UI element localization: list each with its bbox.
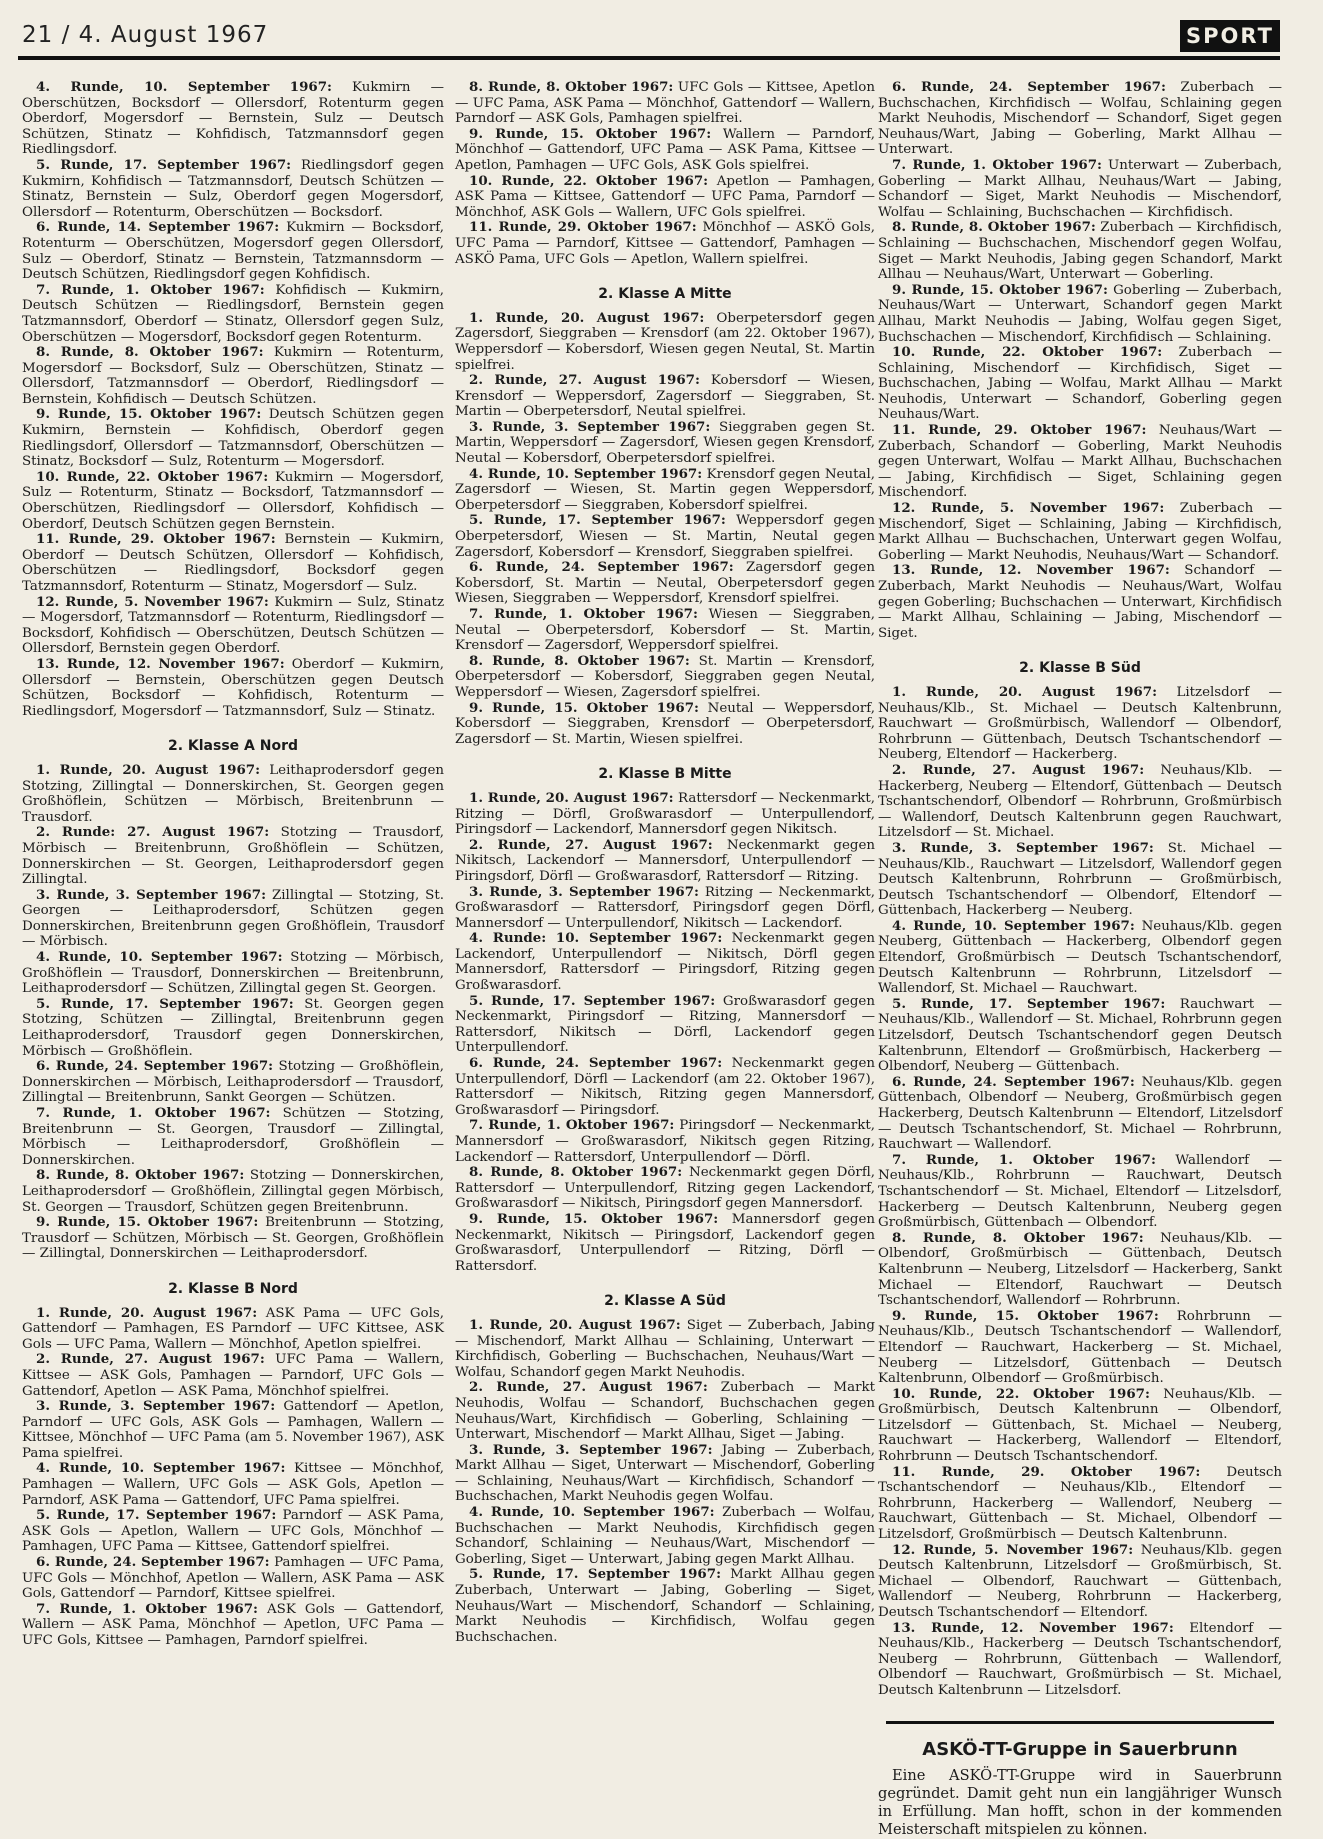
round-fixtures: Eltendorf — Neuhaus/Klb., Hackerberg — Deutsch Tschantschendorf, Neuberg — Rohrbrunn, Güttenbach — Wallendorf, Olbendorf — Rauchwart, Großmürbisch — St. Michael, Deutsch Kaltenbrunn — Litzelsdorf. xyxy=(878,1620,1282,1698)
round-label: 9. Runde, 15. Oktober 1967: xyxy=(892,1307,1159,1324)
round-label: 3. Runde, 3. September 1967: xyxy=(469,418,711,435)
round-entry xyxy=(22,657,444,719)
round-entry xyxy=(22,1106,444,1168)
round-entry xyxy=(455,1212,875,1274)
round-label: 6. Runde, 24. September 1967: xyxy=(36,1058,274,1075)
round-label: 10. Runde, 22. Oktober 1967: xyxy=(892,1385,1150,1402)
round-fixtures: Goberling — Zuberbach, Neuhaus/Wart — Unterwart, Schandorf gegen Markt Allhau, Markt Neuhodis — Jabing, Wolfau gegen Siget, Buchschachen — Mischendorf, Kirchfidisch — Schlaining. xyxy=(878,282,1282,345)
round-label: 13. Runde, 12. November 1967: xyxy=(36,655,285,672)
round-label: 1. Runde, 20. August 1967: xyxy=(469,1316,681,1333)
round-fixtures: Stotzing — Trausdorf, Mörbisch — Breitenbrunn, Großhöflein — Schützen, Donnerskirchen — St. Georgen, Leithaprodersdorf gegen Zillingtal. xyxy=(22,825,444,888)
round-list-a-sued xyxy=(455,1318,875,1645)
round-entry xyxy=(455,885,875,932)
round-fixtures: Oberpetersdorf gegen Zagersdorf, Sieggraben — Krensdorf (am 22. Oktober 1967), Weppersdorf — Kobersdorf, Wiesen gegen Neutal, St. Martin spielfrei. xyxy=(455,310,875,373)
round-fixtures: Stotzing — Donnerskirchen, Leithaprodersdorf — Großhöflein, Zillingtal gegen Mörbisch, St. Georgen — Trausdorf, Schützen gegen Breitenbrunn. xyxy=(22,1168,444,1215)
round-label: 3. Runde, 3. September 1967: xyxy=(469,1441,713,1458)
round-entry xyxy=(455,420,875,467)
round-label: 8. Runde, 8. Oktober 1967: xyxy=(892,1229,1144,1246)
round-label: 7. Runde, 1. Oktober 1967: xyxy=(36,1105,271,1121)
round-entry xyxy=(455,1056,875,1118)
round-label: 8. Runde, 8. Oktober 1967: xyxy=(469,1164,683,1181)
round-entry xyxy=(22,532,444,594)
round-fixtures: Zagersdorf gegen Kobersdorf, St. Martin — Neutal, Oberpetersdorf gegen Wiesen, Sieggraben — Weppersdorf, Krensdorf spielfrei. xyxy=(455,560,875,607)
round-label: 7. Runde, 1. Oktober 1967: xyxy=(36,1600,258,1617)
round-fixtures: Bernstein — Kukmirn, Oberdorf — Deutsch Schützen, Ollersdorf — Kohfidisch, Oberschützen — Riedlingsdorf, Bocksdorf gegen Tatzmannsdorf, Rotenturm — Stinatz, Mogersdorf — Sulz. xyxy=(22,532,444,594)
column-3 xyxy=(878,79,1283,1839)
round-fixtures: Sieggraben gegen St. Martin, Weppersdorf — Zagersdorf, Wiesen gegen Krensdorf, Neutal — Kobersdorf, Oberpetersdorf spielfrei. xyxy=(455,419,875,467)
round-fixtures: Neckenmarkt gegen Nikitsch, Lackendorf — Mannersdorf, Unterpullendorf — Piringsdorf, Dörfl — Großwarasdorf, Rattersdorf — Ritzing. xyxy=(455,837,875,884)
round-entry xyxy=(878,1465,1282,1543)
round-entry xyxy=(22,1602,444,1649)
round-label: 9. Runde, 15. Oktober 1967: xyxy=(36,406,262,423)
round-fixtures: UFC Pama — Wallern, Kittsee — ASK Gols, Pamhagen — Parndorf, UFC Gols — Gattendorf, Apetlon — ASK Pama, Mönchhof spielfrei. xyxy=(22,1352,444,1399)
round-fixtures: Wiesen — Sieggraben, Neutal — Oberpetersdorf, Kobersdorf — St. Martin, Krensdorf — Zagersdorf, Weppersdorf spielfrei. xyxy=(455,607,875,654)
round-label: 1. Runde, 20. August 1967: xyxy=(36,1304,258,1321)
round-entry xyxy=(455,560,875,607)
round-entry xyxy=(22,158,444,220)
round-entry xyxy=(455,1318,875,1380)
round-fixtures: Piringsdorf — Neckenmarkt, Mannersdorf — Großwarasdorf, Nikitsch gegen Ritzing, Lackendorf — Rattersdorf, Unterpullendorf — Dörfl. xyxy=(455,1118,875,1165)
section-label: SPORT xyxy=(1180,20,1280,52)
round-label: 5. Runde, 17. September 1967: xyxy=(36,995,294,1012)
round-entry xyxy=(22,283,444,345)
round-fixtures: Stotzing — Großhöflein, Donnerskirchen — Mörbisch, Leithaprodersdorf — Trausdorf, Zillingtal — Breitenbrunn, Sankt Georgen — Schützen. xyxy=(22,1059,444,1106)
round-fixtures: Pamhagen — UFC Pama, UFC Gols — Mönchhof, Apetlon — Wallern, ASK Pama — ASK Gols, Gattendorf — Parndorf, Kittsee spielfrei. xyxy=(22,1555,444,1602)
round-entry xyxy=(455,838,875,885)
round-label: 7. Runde, 1. Oktober 1967: xyxy=(36,281,265,298)
round-fixtures: Mönchhof — ASKÖ Gols, UFC Pama — Parndorf, Kittsee — Gattendorf, Pamhagen — ASKÖ Pama, UFC Gols — Apetlon, Wallern spielfrei. xyxy=(455,220,875,267)
round-entry xyxy=(878,501,1282,563)
round-fixtures: Neuhaus/Klb. gegen Neuberg, Güttenbach — Hackerberg, Olbendorf gegen Eltendorf, Großmürbisch — Deutsch Tschantschendorf, Deutsch Kaltenbrunn — Rohrbrunn, Litzelsdorf — Wallendorf, St. Michael — Rauchwart. xyxy=(878,918,1282,997)
round-label: 10. Runde, 22. Oktober 1967: xyxy=(469,172,709,189)
round-label: 1. Runde, 20. August 1967: xyxy=(892,683,1158,700)
round-label: 2. Runde, 27. August 1967: xyxy=(892,761,1145,778)
round-label: 9. Runde, 15. Oktober 1967: xyxy=(469,125,712,142)
round-entry xyxy=(455,174,875,221)
section-heading-b-mitte: 2. Klasse B Mitte xyxy=(598,766,732,783)
round-label: 8. Runde, 8. Oktober 1967: xyxy=(469,79,674,95)
round-fixtures: Kukmirn — Mogersdorf, Sulz — Rotenturm, Stinatz — Bocksdorf, Tatzmannsdorf — Oberschützen, Riedlingsdorf — Ollersdorf, Kohfidisch — Oberdorf, Deutsch Schützen gegen Bernstein. xyxy=(22,469,444,532)
round-fixtures: ASK Gols — Gattendorf, Wallern — ASK Pama, Mönchhof — Apetlon, UFC Pama — UFC Gols, Kittsee — Pamhagen, Parndorf spielfrei. xyxy=(22,1601,444,1648)
round-label: 5. Runde, 17. September 1967: xyxy=(469,512,726,529)
round-entry xyxy=(455,994,875,1056)
round-fixtures: Kobersdorf — Wiesen, Krensdorf — Weppersdorf, Zagersdorf — Sieggraben, St. Martin — Oberpetersdorf, Neutal spielfrei. xyxy=(455,373,875,420)
round-entry xyxy=(878,1075,1282,1153)
round-label: 4. Runde, 10. September 1967: xyxy=(469,465,703,482)
round-entry xyxy=(22,80,444,158)
round-entry xyxy=(22,888,444,950)
round-entry xyxy=(878,1621,1282,1699)
round-entry xyxy=(22,1168,444,1215)
round-entry xyxy=(878,685,1282,763)
round-label: 12. Runde, 5. November 1967: xyxy=(36,593,269,610)
round-fixtures: Jabing — Zuberbach, Markt Allhau — Siget, Unterwart — Mischendorf, Goberling — Schlaining, Neuhaus/Wart — Kirchfidisch, Schandorf — Buchschachen, Markt Neuhodis gegen Wolfau. xyxy=(455,1442,876,1505)
round-label: 13. Runde, 12. November 1967: xyxy=(892,562,1170,579)
round-label: 1. Runde, 20. August 1967: xyxy=(469,309,705,326)
round-label: 9. Runde, 15. Oktober 1967: xyxy=(469,1210,719,1227)
round-label: 2. Runde, 27. August 1967: xyxy=(469,836,713,853)
round-list-b-nord-cont xyxy=(455,80,875,267)
round-label: 6. Runde, 24. September 1967: xyxy=(469,1055,723,1072)
round-fixtures: Zuberbach — Wolfau, Buchschachen — Markt Neuhodis, Kirchfidisch gegen Schandorf, Schlaining — Neuhaus/Wart, Mischendorf — Goberling, Siget — Unterwart, Jabing gegen Markt Allhau. xyxy=(455,1505,875,1567)
round-fixtures: Zuberbach — Mischendorf, Siget — Schlaining, Jabing — Kirchfidisch, Markt Allhau — Buchschachen, Unterwart gegen Wolfau, Goberling — Markt Neuhodis, Neuhaus/Wart — Schandorf. xyxy=(878,501,1282,563)
round-label: 4. Runde, 10. September 1967: xyxy=(469,1504,715,1521)
round-fixtures: Neuhaus/Klb. gegen Deutsch Kaltenbrunn, Litzelsdorf — Großmürbisch, St. Michael — Olbendorf, Rauchwart — Güttenbach, Wallendorf — Neuberg, Rohrbrunn — Hackerberg, Deutsch Tschantschendorf — Eltendorf. xyxy=(878,1542,1282,1620)
round-entry xyxy=(455,1443,875,1505)
round-label: 11. Runde, 29. Oktober 1967: xyxy=(469,219,697,236)
round-fixtures: Wallern — Parndorf, Mönchhof — Gattendorf, UFC Pama — ASK Pama, Kittsee — Apetlon, Pamhagen — UFC Gols, ASK Gols spielfrei. xyxy=(455,126,875,173)
round-entry xyxy=(455,1165,875,1212)
round-label: 8. Runde, 8. Oktober 1967: xyxy=(469,652,690,669)
round-entry xyxy=(878,283,1282,345)
round-entry xyxy=(878,1543,1282,1621)
round-label: 5. Runde, 17. September 1967: xyxy=(892,995,1166,1012)
round-entry xyxy=(878,763,1282,841)
round-entry xyxy=(455,1567,875,1645)
page-header xyxy=(18,16,1280,60)
round-fixtures: Wallendorf — Neuhaus/Klb., Rohrbrunn — Rauchwart, Deutsch Tschantschendorf — St. Michael, Eltendorf — Litzelsdorf, Hackerberg — Deutsch Kaltenbrunn, Neuberg gegen Großmürbisch, Güttenbach — Olbendorf. xyxy=(878,1152,1282,1231)
round-entry xyxy=(22,1461,444,1508)
round-entry xyxy=(22,1399,444,1461)
round-entry xyxy=(455,467,875,514)
round-fixtures: Neckenmarkt gegen Unterpullendorf, Dörfl — Lackendorf (am 22. Oktober 1967), Rattersdorf — Nikitsch, Ritzing gegen Mannersdorf, Großwarasdorf — Piringsdorf. xyxy=(455,1056,875,1118)
round-entry xyxy=(455,127,875,174)
round-fixtures: Neuhaus/Klb. — Hackerberg, Neuberg — Eltendorf, Güttenbach — Deutsch Tschantschendorf, Olbendorf — Rohrbrunn, Großmürbisch — Wallendorf, Deutsch Kaltenbrunn gegen Rauchwart, Litzelsdorf — St. Michael. xyxy=(878,762,1282,841)
round-label: 11. Runde, 29. Oktober 1967: xyxy=(892,1463,1201,1480)
round-entry xyxy=(22,950,444,997)
round-entry xyxy=(455,80,875,127)
round-label: 6. Runde, 24. September 1967: xyxy=(892,79,1166,95)
round-fixtures: Stotzing — Mörbisch, Großhöflein — Trausdorf, Donnerskirchen — Breitenbrunn, Leithaprodersdorf — Schützen, Zillingtal gegen St. Georgen. xyxy=(22,950,444,997)
round-entry xyxy=(455,654,875,701)
round-label: 3. Runde, 3. September 1967: xyxy=(469,883,699,900)
round-entry xyxy=(455,311,875,373)
round-entry xyxy=(878,1387,1282,1465)
round-fixtures: Kukmirn — Bocksdorf, Rotenturm — Oberschützen, Mogersdorf gegen Ollersdorf, Sulz — Oberdorf, Stinatz — Bernstein, Tatzmannsdorm — Deutsch Schützen, Riedlingsdorf gegen Kohfidisch. xyxy=(22,220,444,283)
round-label: 10. Runde, 22. Oktober 1967: xyxy=(36,468,269,485)
round-label: 9. Runde, 15. Oktober 1967: xyxy=(892,281,1108,298)
round-list-a-sued-cont xyxy=(878,80,1282,641)
round-fixtures: Schandorf — Zuberbach, Markt Neuhodis — Neuhaus/Wart, Wolfau gegen Goberling; Buchschachen — Unterwart, Kirchfidisch — Markt Allhau, Schlaining — Jabing, Mischendorf — Siget. xyxy=(878,563,1282,641)
column-2 xyxy=(455,80,875,1780)
round-label: 11. Runde, 29. Oktober 1967: xyxy=(892,422,1147,439)
round-fixtures: Oberdorf — Kukmirn, Ollersdorf — Bernstein, Oberschützen gegen Deutsch Schützen, Bocksdorf — Kohfidisch, Rotenturm — Riedlingsdorf, Mogersdorf — Tatzmannsdorf, Sulz — Stinatz. xyxy=(22,656,444,719)
round-fixtures: Deutsch Tschantschendorf — Neuhaus/Klb., Eltendorf — Rohrbrunn, Hackerberg — Wallendorf, Neuberg — Rauchwart, Güttenbach — St. Michael, Olbendorf — Litzelsdorf, Großmürbisch — Deutsch Kaltenbrunn. xyxy=(878,1464,1283,1543)
round-label: 7. Runde, 1. Oktober 1967: xyxy=(469,606,698,622)
round-fixtures: Unterwart — Zuberbach, Goberling — Markt Allhau, Neuhaus/Wart — Jabing, Schandorf — Siget, Markt Neuhodis — Mischendorf, Wolfau — Schlaining, Buchschachen — Kirchfidisch. xyxy=(878,157,1282,220)
round-label: 5. Runde, 17. September 1967: xyxy=(36,156,292,173)
round-fixtures: Zuberbach — Buchschachen, Kirchfidisch — Wolfau, Schlaining gegen Markt Neuhodis, Mischendorf — Schandorf, Siget gegen Neuhaus/Wart, Jabing — Goberling, Markt Allhau — Unterwart. xyxy=(878,80,1282,158)
round-fixtures: Markt Allhau gegen Zuberbach, Unterwart — Jabing, Goberling — Siget, Neuhaus/Wart — Mischendorf, Schandorf — Schlaining, Markt Neuhodis — Kirchfidisch, Wolfau gegen Buchschachen. xyxy=(455,1567,875,1645)
round-fixtures: Litzelsdorf — Neuhaus/Klb., St. Michael — Deutsch Kaltenbrunn, Rauchwart — Großmürbisch, Wallendorf — Olbendorf, Rohrbrunn — Güttenbach, Deutsch Tschantschendorf — Neuberg, Eltendorf — Hackerberg. xyxy=(878,684,1282,763)
round-label: 11. Runde, 29. Oktober 1967: xyxy=(36,531,276,548)
round-label: 1. Runde, 20. August 1967: xyxy=(36,761,261,778)
round-fixtures: Kohfidisch — Kukmirn, Deutsch Schützen — Riedlingsdorf, Bernstein gegen Tatzmannsdorf, Oberdorf — Stinatz, Ollersdorf gegen Sulz, Oberschützen — Mogersdorf, Bocksdorf gegen Rotenturm. xyxy=(22,282,444,345)
round-label: 13. Runde, 12. November 1967: xyxy=(892,1619,1174,1636)
round-label: 10. Runde, 22. Oktober 1967: xyxy=(892,344,1163,361)
round-label: 1. Runde, 20. August 1967: xyxy=(469,789,674,806)
round-label: 6. Runde, 14. September 1967: xyxy=(36,219,280,236)
round-fixtures: St. Michael — Neuhaus/Klb., Rauchwart — Litzelsdorf, Wallendorf gegen Deutsch Kaltenbrunn, Rohrbrunn — Großmürbisch, Deutsch Tschantschendorf — Olbendorf, Eltendorf — Güttenbach, Hackerberg — Neuberg. xyxy=(878,840,1283,919)
round-fixtures: Deutsch Schützen gegen Kukmirn, Bernstein — Kohfidisch, Oberdorf gegen Riedlingsdorf, Ollersdorf — Tatzmannsdorf, Oberschützen — Stinatz, Bocksdorf — Sulz, Rotenturm — Mogersdorf. xyxy=(22,407,444,470)
round-label: 12. Runde, 5. November 1967: xyxy=(892,500,1165,517)
round-label: 7. Runde, 1. Oktober 1967: xyxy=(892,1151,1156,1168)
round-label: 3. Runde, 3. September 1967: xyxy=(892,839,1154,856)
round-label: 2. Runde: 27. August 1967: xyxy=(36,824,270,841)
round-entry xyxy=(22,1059,444,1106)
round-fixtures: Rohrbrunn — Neuhaus/Klb., Deutsch Tschantschendorf — Wallendorf, Eltendorf — Rauchwart, Hackerberg — St. Michael, Neuberg — Litzelsdorf, Güttenbach — Deutsch Kaltenbrunn, Olbendorf — Großmürbisch. xyxy=(878,1308,1282,1387)
round-entry xyxy=(22,1508,444,1555)
round-entry xyxy=(878,1231,1282,1309)
round-fixtures: Schützen — Stotzing, Breitenbrunn — St. Georgen, Trausdorf — Zillingtal, Mörbisch — Leithaprodersdorf, Großhöflein — Donnerskirchen. xyxy=(22,1106,444,1168)
round-label: 6. Runde, 24. September 1967: xyxy=(469,559,734,576)
round-entry xyxy=(455,513,875,560)
round-label: 9. Runde, 15. Oktober 1967: xyxy=(36,1214,259,1231)
round-entry xyxy=(878,997,1282,1075)
round-fixtures: St. Martin — Krensdorf, Oberpetersdorf — Kobersdorf, Sieggraben gegen Neutal, Weppersdorf — Wiesen, Zagersdorf spielfrei. xyxy=(455,653,875,700)
round-label: 6. Runde, 24. September 1967: xyxy=(36,1554,270,1571)
round-fixtures: Großwarasdorf gegen Neckenmarkt, Piringsdorf — Ritzing, Mannersdorf — Rattersdorf, Nikitsch — Dörfl, Lackendorf gegen Unterpullendorf. xyxy=(455,993,875,1056)
round-label: 7. Runde, 1. Oktober 1967: xyxy=(469,1117,675,1134)
round-list-a-nord xyxy=(22,763,444,1262)
round-fixtures: Zuberbach — Markt Neuhodis, Wolfau — Schandorf, Buchschachen gegen Neuhaus/Wart, Kirchfidisch — Goberling, Schlaining — Unterwart, Mischendorf — Markt Allhau, Siget — Jabing. xyxy=(455,1380,875,1443)
round-fixtures: Kukmirn — Oberschützen, Bocksdorf — Ollersdorf, Rotenturm gegen Oberdorf, Mogersdorf — Bernstein, Sulz — Deutsch Schützen, Stinatz — Kohfidisch, Tatzmannsdorf gegen Riedlingsdorf. xyxy=(22,80,444,158)
round-list-b-mitte xyxy=(455,791,875,1274)
round-entry xyxy=(455,1380,875,1442)
page-date: 21 / 4. August 1967 xyxy=(22,22,269,48)
round-entry xyxy=(22,1352,444,1399)
round-entry xyxy=(878,80,1282,158)
round-entry xyxy=(22,595,444,657)
round-label: 6. Runde, 24. September 1967: xyxy=(892,1073,1135,1090)
round-fixtures: Ritzing — Neckenmarkt, Großwarasdorf — Rattersdorf, Piringsdorf gegen Dörfl, Mannersdorf — Unterpullendorf, Nikitsch — Lackendorf. xyxy=(455,884,875,931)
round-fixtures: Neutal — Weppersdorf, Kobersdorf — Sieggraben, Krensdorf — Oberpetersdorf, Zagersdorf — St. Martin, Wiesen spielfrei. xyxy=(455,700,876,747)
round-label: 4. Runde, 10. September 1967: xyxy=(36,1460,286,1477)
round-list-b-sued xyxy=(878,685,1282,1699)
round-entry xyxy=(878,841,1282,919)
round-entry xyxy=(455,701,875,748)
divider xyxy=(886,1721,1274,1724)
round-fixtures: Parndorf — ASK Pama, ASK Gols — Apetlon, Wallern — UFC Gols, Mönchhof — Pamhagen, UFC Pama — Kittsee, Gattendorf spielfrei. xyxy=(22,1508,444,1555)
round-entry xyxy=(878,919,1282,997)
round-fixtures: Rattersdorf — Neckenmarkt, Ritzing — Dörfl, Großwarasdorf — Unterpullendorf, Piringsdorf — Lackendorf, Mannersdorf gegen Nikitsch. xyxy=(455,790,875,838)
round-label: 5. Runde, 17. September 1967: xyxy=(469,992,716,1009)
round-entry xyxy=(22,220,444,282)
round-fixtures: Zuberbach — Schlaining, Mischendorf — Kirchfidisch, Siget — Buchschachen, Jabing — Wolfau, Markt Allhau — Markt Neuhodis, Unterwart — Schandorf, Goberling gegen Neuhaus/Wart. xyxy=(878,345,1282,423)
round-fixtures: ASK Pama — UFC Gols, Gattendorf — Pamhagen, ES Parndorf — UFC Kittsee, ASK Gols — UFC Pama, Wallern — Mönchhof, Apetlon spielfrei. xyxy=(22,1305,444,1352)
round-fixtures: Riedlingsdorf gegen Kukmirn, Kohfidisch — Tatzmannsdorf, Deutsch Schützen — Stinatz, Bernstein — Sulz, Oberdorf gegen Mogersdorf, Ollersdorf — Rotenturm, Oberschützen — Bocksdorf. xyxy=(22,157,444,220)
round-entry xyxy=(455,1505,875,1567)
round-entry xyxy=(455,1118,875,1165)
section-heading-b-sued: 2. Klasse B Süd xyxy=(1019,660,1141,677)
round-fixtures: Mannersdorf gegen Neckenmarkt, Nikitsch — Piringsdorf, Lackendorf gegen Großwarasdorf, Unterpullendorf — Ritzing, Dörfl — Rattersdorf. xyxy=(455,1211,875,1274)
round-entry xyxy=(455,931,875,993)
round-fixtures: Apetlon — Pamhagen, ASK Pama — Kittsee, Gattendorf — UFC Pama, Parndorf — Mönchhof, ASK Gols — Wallern, UFC Gols spielfrei. xyxy=(455,173,876,220)
round-entry xyxy=(22,345,444,407)
round-fixtures: Rauchwart — Neuhaus/Klb., Wallendorf — St. Michael, Rohrbrunn gegen Litzelsdorf, Deutsch Tschantschendorf gegen Deutsch Kaltenbrunn, Eltendorf — Großmürbisch, Hackerberg — Olbendorf, Neuberg — Güttenbach. xyxy=(878,996,1282,1075)
round-label: 2. Runde, 27. August 1967: xyxy=(36,1351,265,1368)
round-entry xyxy=(455,220,875,267)
notice-body: Eine ASKÖ-TT-Gruppe wird in Sauerbrunn gegründet. Damit geht nun ein langjähriger Wunsch in Erfüllung. Man hofft, schon in der kommenden Meisterschaft mitspielen zu können. xyxy=(878,1767,1282,1839)
round-label: 4. Runde, 10. September 1967: xyxy=(36,79,332,95)
round-entry xyxy=(455,607,875,654)
round-label: 12. Runde, 5. November 1967: xyxy=(892,1541,1134,1558)
round-entry xyxy=(878,345,1282,423)
round-label: 3. Runde, 3. September 1967: xyxy=(36,886,267,903)
round-entry xyxy=(22,1215,444,1262)
round-entry xyxy=(878,158,1282,220)
round-label: 5. Runde, 17. September 1967: xyxy=(469,1566,722,1583)
round-fixtures: Zillingtal — Stotzing, St. Georgen — Leithaprodersdorf, Schützen gegen Donnerskirchen, Breitenbrunn gegen Großhöflein, Trausdorf — Mörbisch. xyxy=(22,887,444,950)
section-heading-a-mitte: 2. Klasse A Mitte xyxy=(598,286,732,303)
section-heading-a-nord: 2. Klasse A Nord xyxy=(167,738,299,755)
round-fixtures: Neuhaus/Klb. — Olbendorf, Großmürbisch — Güttenbach, Deutsch Kaltenbrunn — Neuberg, Litzelsdorf — Hackerberg, Sankt Michael — Eltendorf, Rauchwart — Deutsch Tschantschendorf, Wallendorf — Rohrbrunn. xyxy=(878,1230,1282,1309)
round-label: 2. Runde, 27. August 1967: xyxy=(469,372,700,389)
section-heading-b-nord: 2. Klasse B Nord xyxy=(168,1280,298,1297)
round-fixtures: Neckenmarkt gegen Dörfl, Rattersdorf — Unterpullendorf, Ritzing gegen Lackendorf, Großwarasdorf — Nikitsch, Piringsdorf gegen Mannersdorf. xyxy=(455,1165,876,1212)
section-heading-a-sued: 2. Klasse A Süd xyxy=(604,1293,726,1310)
round-list-a-mitte xyxy=(455,311,875,748)
round-entry xyxy=(22,470,444,532)
round-label: 7. Runde, 1. Oktober 1967: xyxy=(892,156,1102,173)
round-entry xyxy=(878,1309,1282,1387)
round-entry xyxy=(878,220,1282,282)
round-fixtures: Gattendorf — Apetlon, Parndorf — UFC Gols, ASK Gols — Pamhagen, Wallern — Kittsee, Mönchhof — UFC Pama (am 5. November 1967), ASK Pama spielfrei. xyxy=(22,1399,444,1461)
round-fixtures: Neuhaus/Klb. gegen Güttenbach, Olbendorf — Neuberg, Großmürbisch gegen Hackerberg, Deutsch Kaltenbrunn — Eltendorf, Litzelsdorf — Deutsch Tschantschendorf, St. Michael — Rohrbrunn, Rauchwart — Wallendorf. xyxy=(878,1074,1282,1153)
round-fixtures: Kukmirn — Rotenturm, Mogersdorf — Bocksdorf, Sulz — Oberschützen, Stinatz — Ollersdorf, Tatzmannsdorf — Oberdorf, Riedlingsdorf — Bernstein, Kohfidisch — Deutsch Schützen. xyxy=(22,345,444,407)
round-fixtures: UFC Gols — Kittsee, Apetlon — UFC Pama, ASK Pama — Mönchhof, Gattendorf — Wallern, Parndorf — ASK Gols, Pamhagen spielfrei. xyxy=(455,80,875,127)
round-entry xyxy=(455,791,875,838)
round-entry xyxy=(878,1153,1282,1231)
round-label: 4. Runde, 10. September 1967: xyxy=(36,949,283,966)
column-1 xyxy=(22,80,444,1780)
round-fixtures: Neckenmarkt gegen Lackendorf, Unterpullendorf — Nikitsch, Dörfl gegen Mannersdorf, Rattersdorf — Piringsdorf, Ritzing gegen Großwarasdorf. xyxy=(455,931,875,994)
round-fixtures: Kukmirn — Sulz, Stinatz — Mogersdorf, Tatzmannsdorf — Rotenturm, Riedlingsdorf — Bocksdorf, Kohfidisch — Oberschützen, Deutsch Schützen — Ollersdorf, Bernstein gegen Oberdorf. xyxy=(22,594,444,657)
round-entry xyxy=(22,825,444,887)
round-label: 8. Runde, 8. Oktober 1967: xyxy=(892,219,1096,236)
round-fixtures: Neuhaus/Klb. — Großmürbisch, Deutsch Kaltenbrunn — Olbendorf, Litzelsdorf — Güttenbach, St. Michael — Neuberg, Rauchwart — Hackerberg, Wallendorf — Eltendorf, Rohrbrunn — Deutsch Tschantschendorf. xyxy=(878,1386,1283,1465)
round-label: 9. Runde, 15. Oktober 1967: xyxy=(469,699,699,716)
round-entry xyxy=(22,997,444,1059)
round-fixtures: Krensdorf gegen Neutal, Zagersdorf — Wiesen, St. Martin gegen Weppersdorf, Oberpetersdorf — Sieggraben, Kobersdorf spielfrei. xyxy=(455,466,875,513)
round-label: 8. Runde, 8. Oktober 1967: xyxy=(36,1167,245,1184)
round-label: 5. Runde, 17. September 1967: xyxy=(36,1507,277,1524)
round-label: 3. Runde, 3. September 1967: xyxy=(36,1398,276,1415)
round-entry xyxy=(878,423,1282,501)
round-entry xyxy=(22,763,444,825)
round-entry xyxy=(455,373,875,420)
round-list-b-nord xyxy=(22,1306,444,1649)
round-fixtures: Siget — Zuberbach, Jabing — Mischendorf, Markt Allhau — Schlaining, Unterwart — Kirchfidisch, Goberling — Buchschachen, Neuhaus/Wart — Wolfau, Schandorf gegen Markt Neuhodis. xyxy=(455,1317,875,1380)
round-entry xyxy=(22,1306,444,1353)
round-label: 4. Runde, 10. September 1967: xyxy=(892,917,1135,934)
round-fixtures: Kittsee — Mönchhof, Pamhagen — Wallern, UFC Gols — ASK Gols, Apetlon — Parndorf, ASK Pama — Gattendorf, UFC Pama spielfrei. xyxy=(22,1461,444,1508)
notice-title: ASKÖ-TT-Gruppe in Sauerbrunn xyxy=(922,1738,1238,1760)
round-entry xyxy=(22,1555,444,1602)
round-fixtures: Neuhaus/Wart — Zuberbach, Schandorf — Goberling, Markt Neuhodis gegen Unterwart, Wolfau — Markt Allhau, Buchschachen — Jabing, Kirchfidisch — Siget, Schlaining gegen Mischendorf. xyxy=(878,423,1283,501)
round-fixtures: Breitenbrunn — Stotzing, Trausdorf — Schützen, Mörbisch — St. Georgen, Großhöflein — Zillingtal, Donnerskirchen — Leithaprodersdorf. xyxy=(22,1215,445,1262)
round-list-a-group xyxy=(22,80,444,719)
round-fixtures: Weppersdorf gegen Oberpetersdorf, Wiesen — St. Martin, Neutal gegen Zagersdorf, Kobersdorf — Krensdorf, Sieggraben spielfrei. xyxy=(455,513,875,560)
round-fixtures: Leithaprodersdorf gegen Stotzing, Zillingtal — Donnerskirchen, St. Georgen gegen Großhöflein, Schützen — Mörbisch, Breitenbrunn — Trausdorf. xyxy=(22,762,444,825)
round-label: 2. Runde, 27. August 1967: xyxy=(469,1379,708,1396)
round-fixtures: Zuberbach — Kirchfidisch, Schlaining — Buchschachen, Mischendorf gegen Wolfau, Siget — Markt Neuhodis, Jabing gegen Schandorf, Markt Allhau — Neuhaus/Wart, Unterwart — Goberling. xyxy=(878,220,1282,283)
round-label: 8. Runde, 8. Oktober 1967: xyxy=(36,344,264,361)
round-label: 4. Runde: 10. September 1967: xyxy=(469,930,723,947)
round-entry xyxy=(878,563,1282,641)
round-fixtures: St. Georgen gegen Stotzing, Schützen — Zillingtal, Breitenbrunn gegen Leithaprodersdorf, Trausdorf gegen Donnerskirchen, Mörbisch — Großhöflein. xyxy=(22,996,444,1059)
round-entry xyxy=(22,407,444,469)
